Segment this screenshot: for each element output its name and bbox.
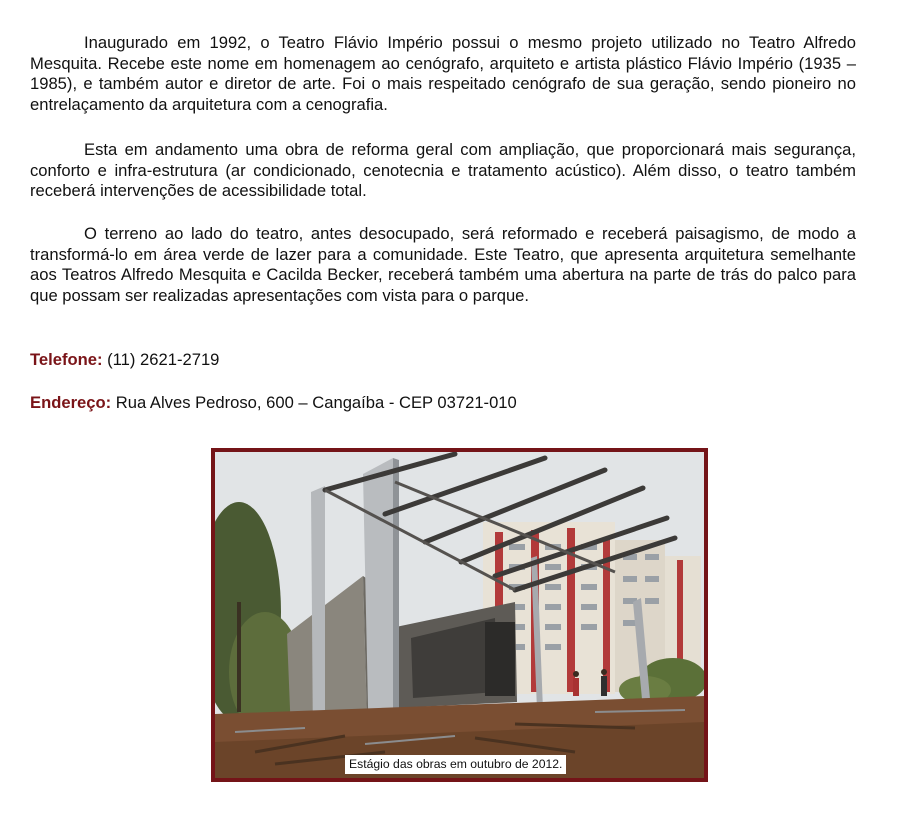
phone-value: (11) 2621-2719 bbox=[107, 350, 220, 369]
address-line bbox=[30, 393, 517, 413]
address-value: Rua Alves Pedroso, 600 – Cangaíba - CEP 03721-010 bbox=[115, 393, 517, 412]
article-paragraph-2: Esta em andamento uma obra de reforma geral com ampliação, que proporcionará mais segurança, conforto e infra-estrutura (ar condicionado, cenotecnia e tratamento acústico). Além disso, o teatro também receberá intervenções de acessibilidade total. bbox=[30, 140, 856, 200]
construction-photo bbox=[211, 448, 708, 782]
article-paragraph-3: O terreno ao lado do teatro, antes desocupado, será reformado e receberá paisagismo, de modo a transformá-lo em área verde de lazer para a comunidade. Este Teatro, que apresenta arquitetura semelhante aos Teatros Alfredo Mesquita e Cacilda Becker, receberá também uma abertura na parte de trás do palco para que possam ser realizadas apresentações com vista para o parque. bbox=[30, 224, 856, 305]
article-paragraph-1: Inaugurado em 1992, o Teatro Flávio Império possui o mesmo projeto utilizado no Teatro Alfredo Mesquita. Recebe este nome em homenagem ao cenógrafo, arquiteto e artista plástico Flávio Império (1935 – 1985), e também autor e diretor de arte. Foi o mais respeitado cenógrafo de sua geração, sendo pioneiro no entrelaçamento da arquitetura com a cenografia. bbox=[30, 33, 856, 114]
address-label: Endereço: bbox=[30, 393, 112, 412]
photo-caption: Estágio das obras em outubro de 2012. bbox=[345, 755, 566, 774]
construction-photo-image bbox=[215, 452, 704, 778]
phone-label: Telefone: bbox=[30, 350, 103, 369]
phone-line bbox=[30, 350, 219, 370]
